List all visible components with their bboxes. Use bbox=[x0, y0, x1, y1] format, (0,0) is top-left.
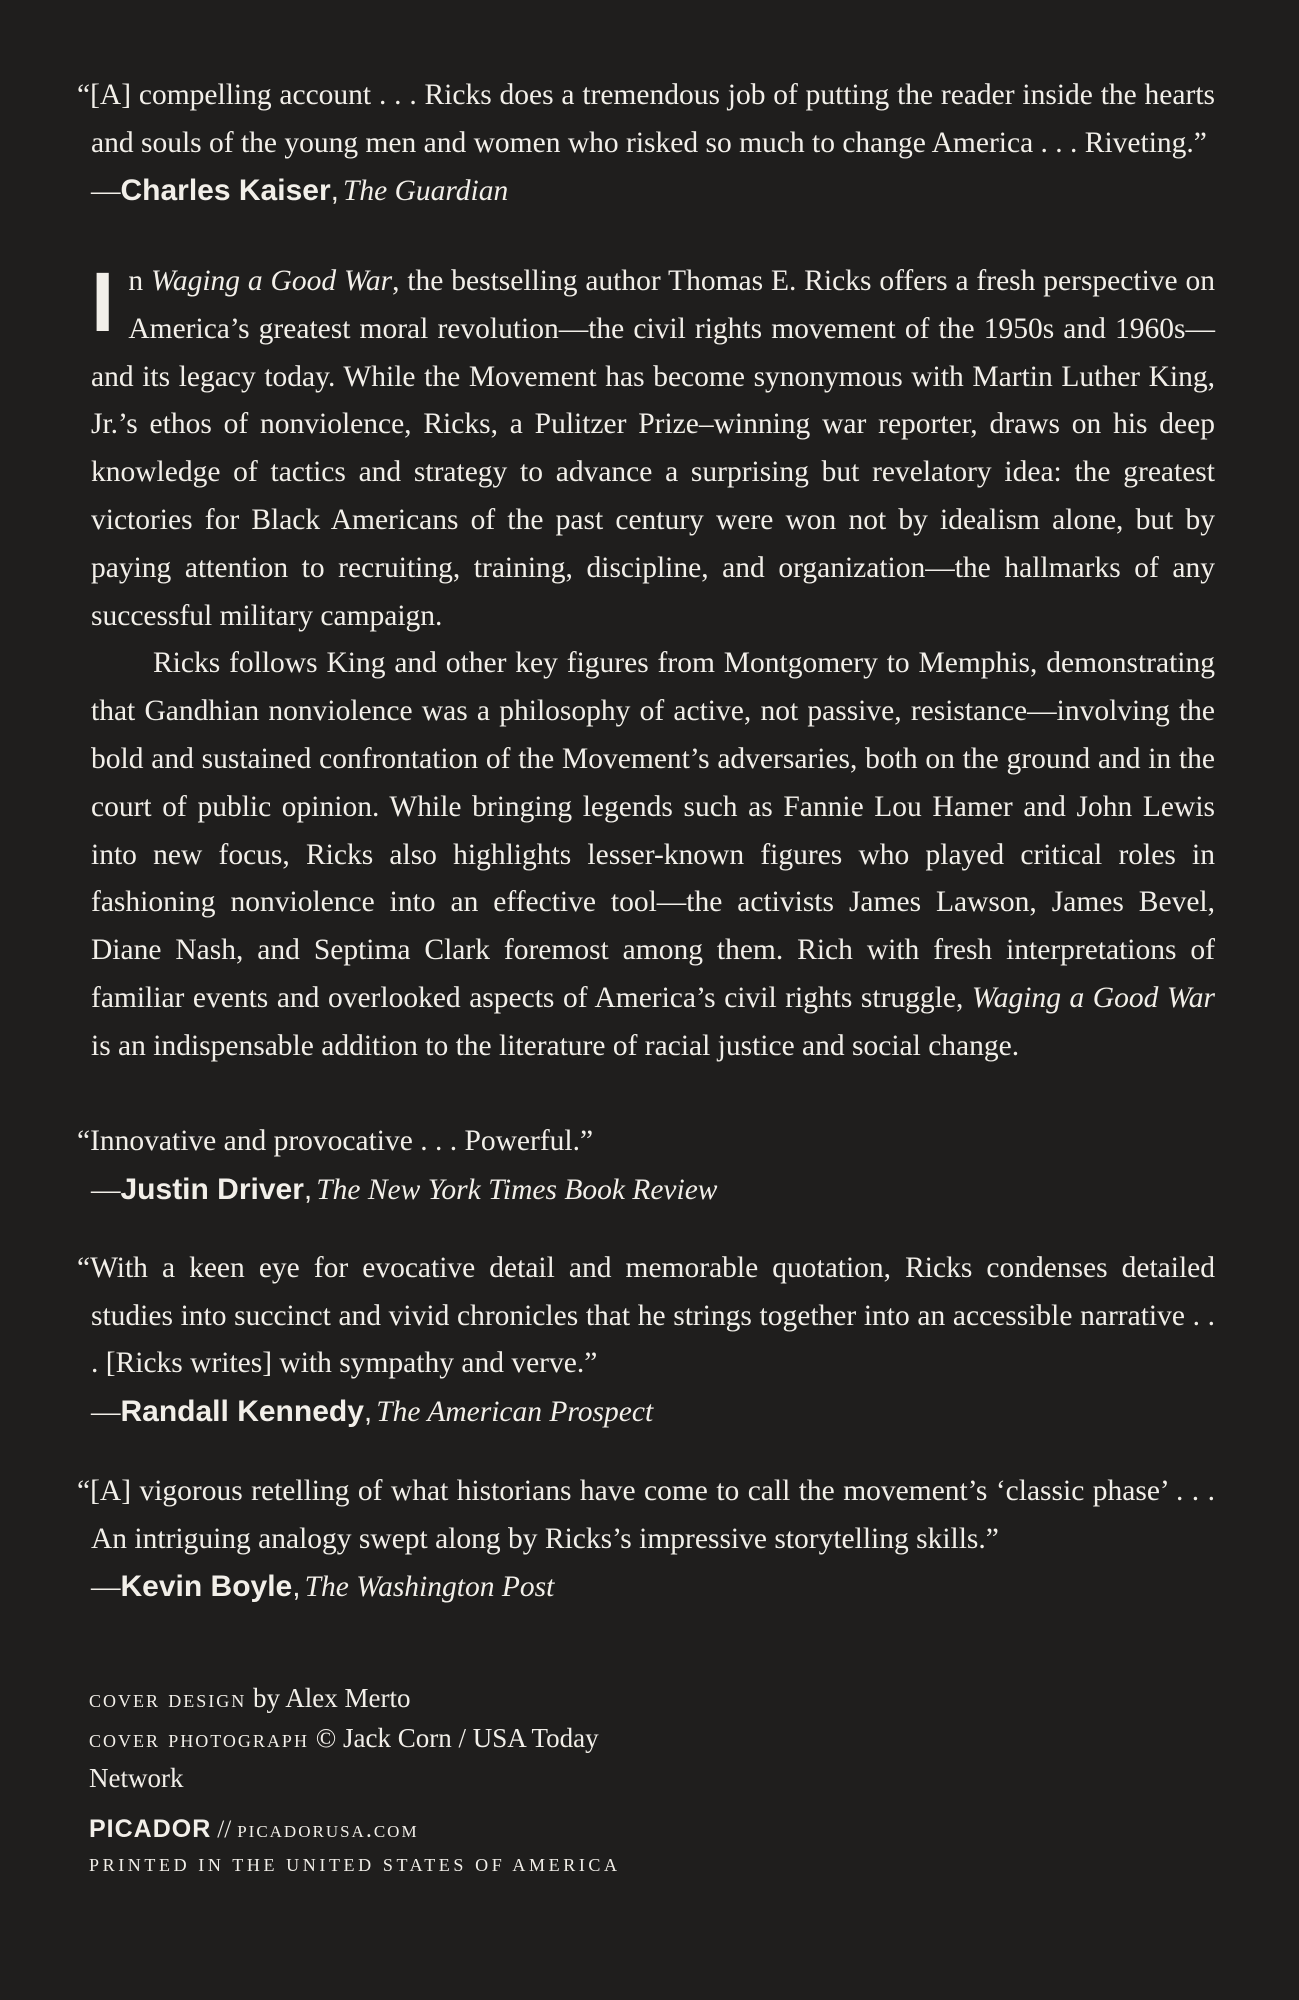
blurb-attribution bbox=[77, 1563, 1215, 1616]
reviewer-name: Randall Kennedy bbox=[120, 1394, 364, 1428]
book-description bbox=[91, 255, 1216, 1071]
attribution-comma: , bbox=[363, 1394, 373, 1428]
blurb-boyle bbox=[77, 1468, 1215, 1616]
attribution-dash: — bbox=[91, 1571, 121, 1603]
cover-photo-label: cover photograph bbox=[89, 1726, 309, 1753]
publication-name: The American Prospect bbox=[376, 1395, 654, 1428]
description-paragraph-1 bbox=[91, 255, 1215, 640]
blurb-attribution bbox=[77, 167, 1215, 220]
printed-in-notice: PRINTED IN THE UNITED STATES OF AMERICA bbox=[89, 1855, 621, 1875]
paragraph-2-text: Ricks follows King and other key figures from Montgomery to Memphis, demonstrating that Gandhian nonviolence was a philosophy of active, not passive, resistance—involving the bold and sustained confrontation of the Movement’s adversaries, both on the ground and in the court of public opinion. While bringing legends such as Fannie Lou Hamer and John Lewis into new focus, Ricks also highlights lesser-known figures who played critical roles in fashioning nonviolence into an effective tool—the activists James Lawson, James Bevel, Diane Nash, and Septima Clark foremost among them. Rich with fresh interpretations of familiar events and overlooked aspects of America’s civil rights struggle, bbox=[91, 647, 1215, 1014]
publisher-separator: // bbox=[217, 1816, 232, 1843]
publication-name: The New York Times Book Review bbox=[316, 1173, 718, 1206]
publisher-website: picadorusa.com bbox=[237, 1817, 419, 1843]
publisher-name: PICADOR bbox=[89, 1815, 212, 1843]
reviewer-name: Charles Kaiser bbox=[120, 174, 331, 207]
blurb-kennedy bbox=[77, 1245, 1215, 1441]
paragraph-1-lead: n bbox=[128, 265, 151, 297]
attribution-dash: — bbox=[91, 175, 121, 207]
blurb-kaiser bbox=[77, 72, 1215, 220]
reviewer-name: Justin Driver bbox=[120, 1172, 304, 1206]
book-title: Waging a Good War bbox=[150, 265, 393, 297]
attribution-dash: — bbox=[91, 1395, 121, 1428]
blurb-quote: “[A] vigorous retelling of what historians have come to call the movement’s ‘classic phase’ . . . An intriguing analogy swept along by Ricks’s impressive storytelling skills.” bbox=[77, 1475, 1215, 1555]
publication-name: The Guardian bbox=[342, 175, 509, 207]
blurb-attribution bbox=[77, 1388, 1215, 1441]
book-title: Waging a Good War bbox=[971, 981, 1216, 1014]
attribution-comma: , bbox=[330, 174, 339, 207]
reviewer-name: Kevin Boyle bbox=[120, 1570, 293, 1603]
cover-photo-name: © Jack Corn / USA Today Network bbox=[89, 1723, 599, 1793]
cover-design-credit bbox=[89, 1679, 689, 1719]
cover-photo-credit bbox=[89, 1719, 669, 1797]
blurb-quote: “With a keen eye for evocative detail and memorable quotation, Ricks condenses detailed studies into succinct and vivid chronicles that he strings together into an accessible narrative . . . [Ricks writes] with sympathy and verve.” bbox=[77, 1252, 1215, 1379]
attribution-comma: , bbox=[303, 1172, 313, 1206]
cover-credits bbox=[89, 1679, 689, 1882]
attribution-comma: , bbox=[292, 1570, 301, 1603]
paragraph-2-end: is an indispensable addition to the literature of racial justice and social change. bbox=[91, 1029, 1020, 1062]
blurb-attribution bbox=[77, 1166, 1215, 1219]
description-paragraph-2 bbox=[91, 640, 1215, 1070]
attribution-dash: — bbox=[91, 1173, 121, 1206]
publication-name: The Washington Post bbox=[304, 1571, 555, 1603]
blurb-quote: “[A] compelling account . . . Ricks does a tremendous job of putting the reader inside the hearts and souls of the young men and women who risked so much to change America . . . Riveting.” bbox=[77, 79, 1215, 159]
drop-cap: I bbox=[91, 255, 115, 349]
blurb-quote: “Innovative and provocative . . . Powerful.” bbox=[77, 1125, 594, 1157]
cover-design-name: by Alex Merto bbox=[246, 1683, 411, 1713]
paragraph-1-text: , the bestselling author Thomas E. Ricks offers a fresh perspective on America’s greatest moral revolution—the civil rights movement of the 1950s and 1960s—and its legacy today. While the Movement has become synonymous with Martin Luther King, Jr.’s ethos of nonviolence, Ricks, a Pulitzer Prize–winning war reporter, draws on his deep knowledge of tactics and strategy to advance a surprising but revelatory idea: the greatest victories for Black Americans of the past century were won not by idealism alone, but by paying attention to recruiting, training, discipline, and organization—the hallmarks of any successful military campaign. bbox=[91, 265, 1215, 632]
blurb-driver bbox=[77, 1118, 1215, 1219]
publisher-line bbox=[89, 1811, 689, 1848]
cover-design-label: cover design bbox=[89, 1686, 247, 1713]
